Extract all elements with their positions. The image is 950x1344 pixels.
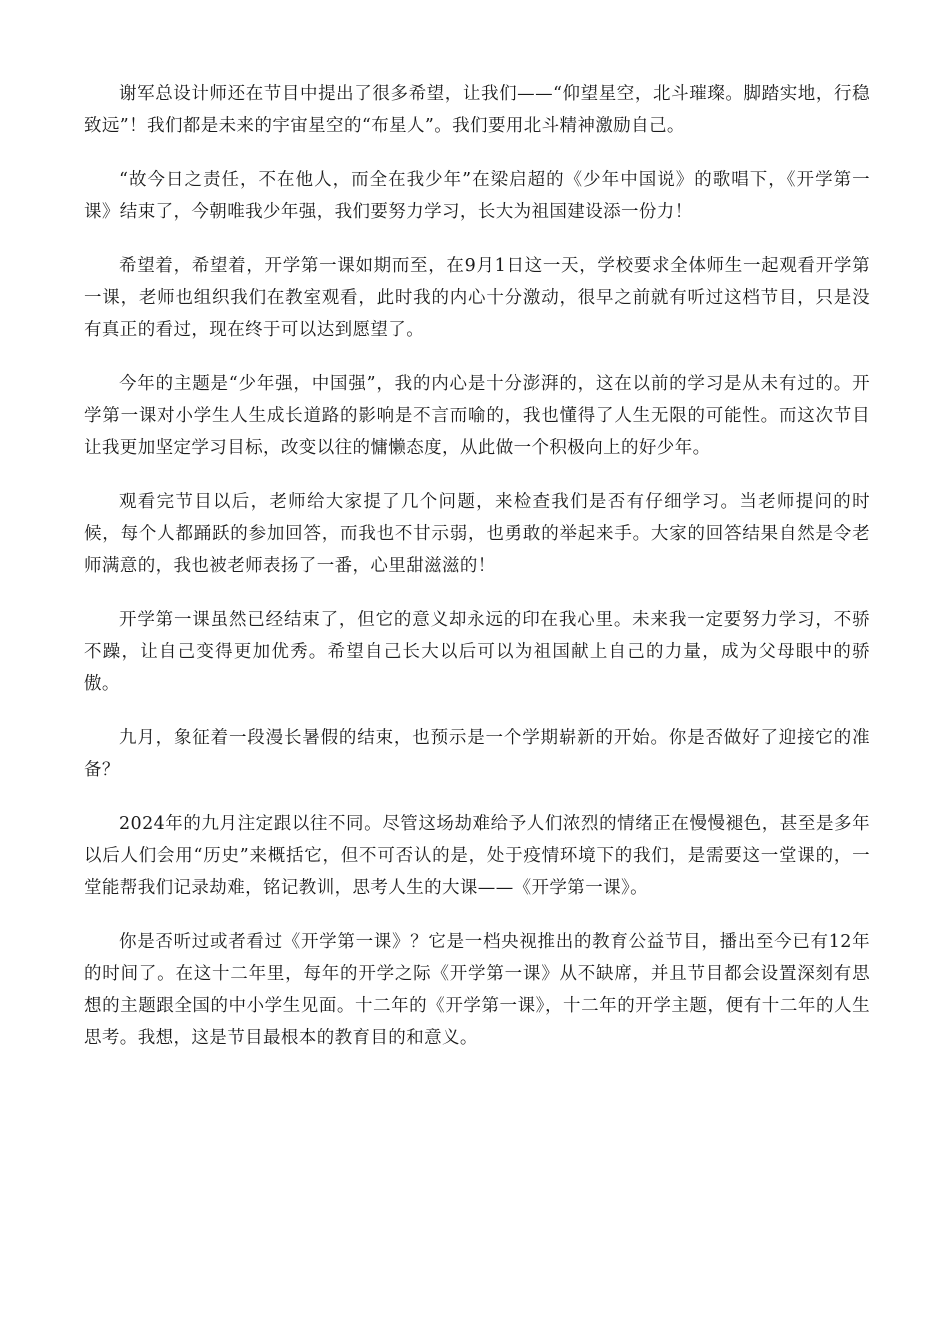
paragraph: 2024年的九月注定跟以往不同。尽管这场劫难给予人们浓烈的情绪正在慢慢褪色，甚至是多年以后人们会用“历史”来概括它，但不可否认的是，处于疫情环境下的我们，是需要这一堂课的，一堂能帮我们记录劫难，铭记教训，思考人生的大课——《开学第一课》。 — [84, 814, 870, 898]
paragraph: 今年的主题是“少年强，中国强”，我的内心是十分澎湃的，这在以前的学习是从未有过的。开学第一课对小学生人生成长道路的影响是不言而喻的，我也懂得了人生无限的可能性。而这次节目让我更加坚定学习目标，改变以往的慵懒态度，从此做一个积极向上的好少年。 — [84, 374, 870, 458]
paragraph: 开学第一课虽然已经结束了，但它的意义却永远的印在我心里。未来我一定要努力学习，不骄不躁，让自己变得更加优秀。希望自己长大以后可以为祖国献上自己的力量，成为父母眼中的骄傲。 — [84, 610, 870, 694]
paragraph: 谢军总设计师还在节目中提出了很多希望，让我们——“仰望星空，北斗璀璨。脚踏实地，行稳致远”！我们都是未来的宇宙星空的“布星人”。我们要用北斗精神激励自己。 — [84, 84, 870, 136]
paragraph: 希望着，希望着，开学第一课如期而至，在9月1日这一天，学校要求全体师生一起观看开学第一课，老师也组织我们在教室观看，此时我的内心十分激动，很早之前就有听过这档节目，只是没有真正的看过，现在终于可以达到愿望了。 — [84, 256, 870, 340]
paragraph: 你是否听过或者看过《开学第一课》？它是一档央视推出的教育公益节目，播出至今已有12年的时间了。在这十二年里，每年的开学之际《开学第一课》从不缺席，并且节目都会设置深刻有思想的主题跟全国的中小学生见面。十二年的《开学第一课》，十二年的开学主题，便有十二年的人生思考。我想，这是节目最根本的教育目的和意义。 — [84, 932, 870, 1048]
paragraph: 观看完节目以后，老师给大家提了几个问题，来检查我们是否有仔细学习。当老师提问的时候，每个人都踊跃的参加回答，而我也不甘示弱，也勇敢的举起来手。大家的回答结果自然是令老师满意的，我也被老师表扬了一番，心里甜滋滋的！ — [84, 492, 870, 576]
paragraph: 九月，象征着一段漫长暑假的结束，也预示是一个学期崭新的开始。你是否做好了迎接它的准备？ — [84, 728, 870, 780]
document-page — [84, 78, 870, 1076]
paragraph: “故今日之责任，不在他人，而全在我少年”在梁启超的《少年中国说》的歌唱下，《开学第一课》结束了，今朝唯我少年强，我们要努力学习，长大为祖国建设添一份力！ — [84, 170, 870, 222]
